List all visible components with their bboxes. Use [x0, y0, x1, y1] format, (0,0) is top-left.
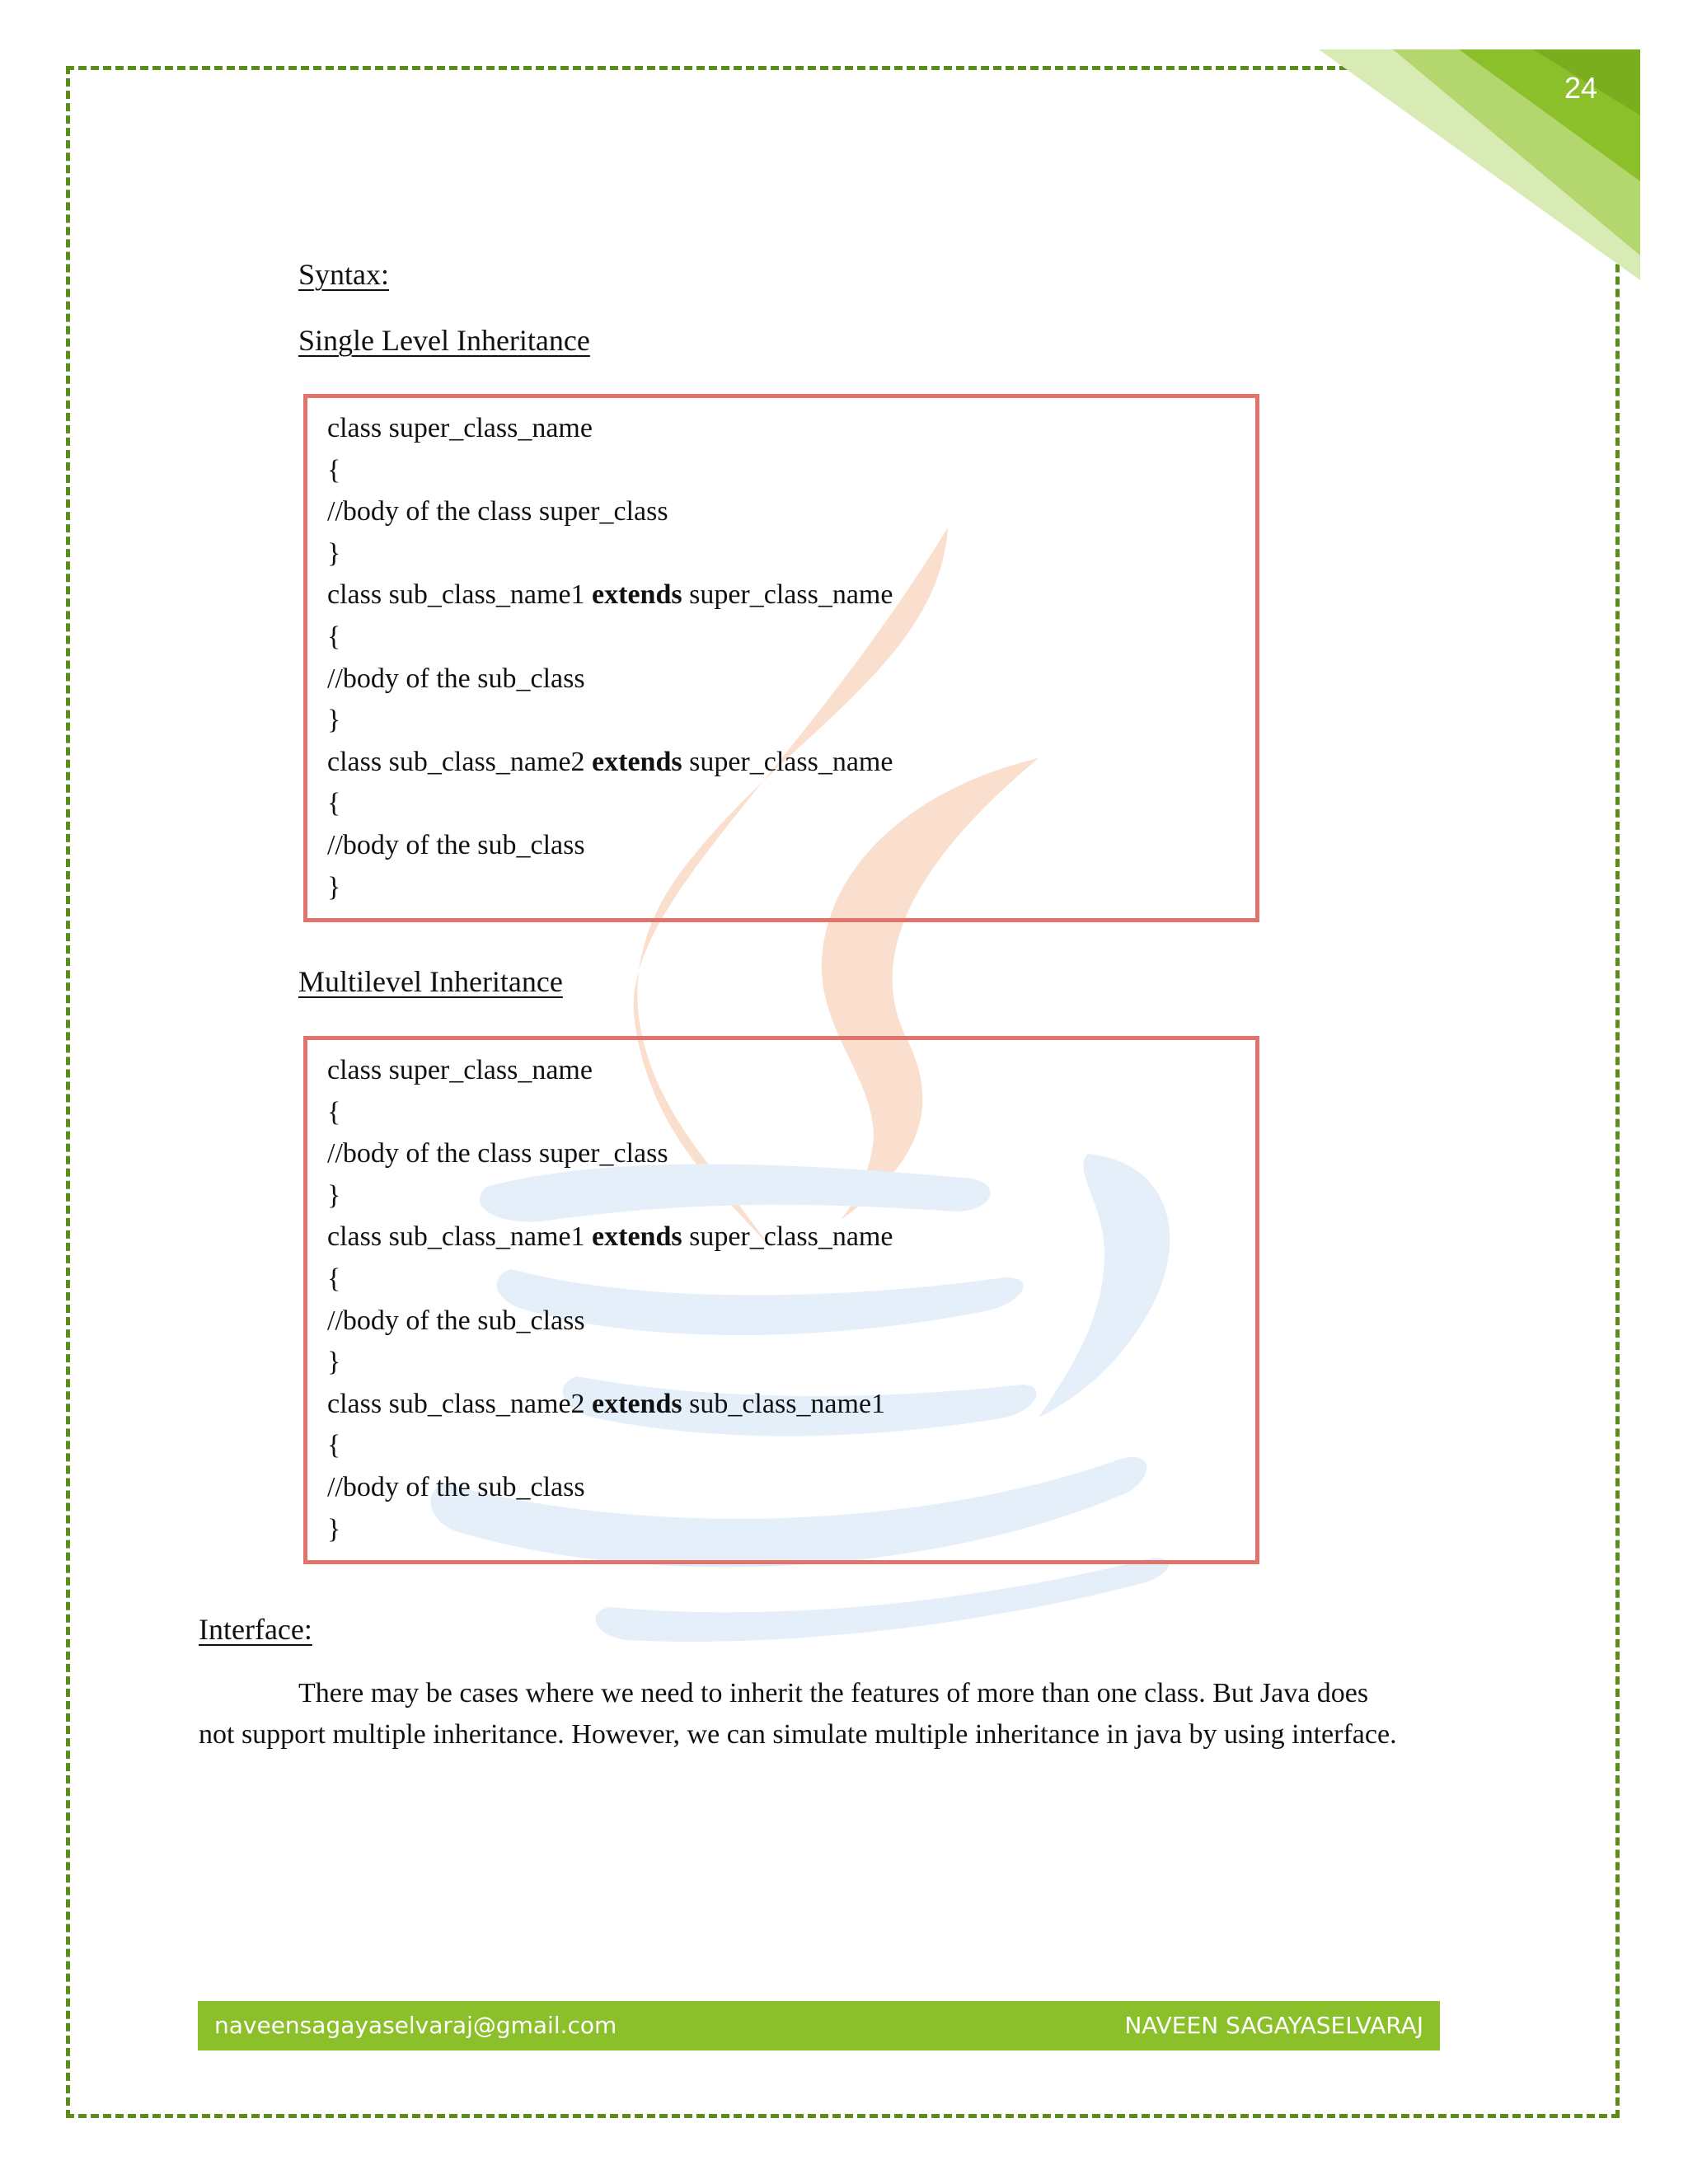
extends-keyword: extends	[592, 1221, 682, 1253]
single-level-heading: Single Level Inheritance	[298, 324, 590, 357]
multilevel-code-box	[303, 1036, 1259, 1564]
code-line: //body of the class super_class	[327, 1138, 668, 1169]
code-line: class sub_class_name2 extends super_class_name	[327, 746, 893, 777]
multilevel-heading: Multilevel Inheritance	[298, 965, 563, 998]
footer-bar	[198, 2001, 1440, 2050]
code-line: }	[327, 1513, 341, 1544]
extends-keyword: extends	[592, 579, 682, 611]
page-number: 24	[1564, 71, 1597, 105]
single-level-code-box	[303, 394, 1259, 922]
footer-email: naveensagayaselvaraj@gmail.com	[214, 2012, 617, 2039]
footer-author: NAVEEN SAGAYASELVARAJ	[1124, 2012, 1423, 2039]
code-line: //body of the class super_class	[327, 496, 668, 527]
interface-heading: Interface:	[199, 1613, 312, 1646]
syntax-heading: Syntax:	[298, 258, 390, 291]
code-line: class sub_class_name1 extends super_class_name	[327, 1221, 893, 1253]
code-line: //body of the sub_class	[327, 1471, 585, 1502]
code-line: {	[327, 1263, 341, 1294]
interface-paragraph-line-2: not support multiple inheritance. However, we can simulate multiple inheritance in java by using interface.	[199, 1719, 1397, 1750]
code-line: {	[327, 621, 341, 652]
code-line: {	[327, 1430, 341, 1461]
code-line: {	[327, 454, 341, 485]
interface-paragraph-line-1: There may be cases where we need to inherit the features of more than one class. But Java does	[298, 1678, 1369, 1708]
code-line: }	[327, 871, 341, 902]
code-line: class super_class_name	[327, 413, 593, 443]
code-line: }	[327, 1179, 341, 1211]
code-line: //body of the sub_class	[327, 829, 585, 860]
code-line: }	[327, 705, 341, 736]
code-line: class sub_class_name2 extends sub_class_name1	[327, 1388, 886, 1419]
code-line: class sub_class_name1 extends super_class_name	[327, 579, 893, 611]
code-line: //body of the sub_class	[327, 663, 585, 694]
extends-keyword: extends	[592, 746, 682, 777]
code-line: //body of the sub_class	[327, 1305, 585, 1336]
extends-keyword: extends	[592, 1388, 682, 1419]
code-line: }	[327, 537, 341, 569]
code-line: {	[327, 1096, 341, 1127]
code-line: {	[327, 788, 341, 819]
code-line: }	[327, 1347, 341, 1378]
code-line: class super_class_name	[327, 1055, 593, 1085]
